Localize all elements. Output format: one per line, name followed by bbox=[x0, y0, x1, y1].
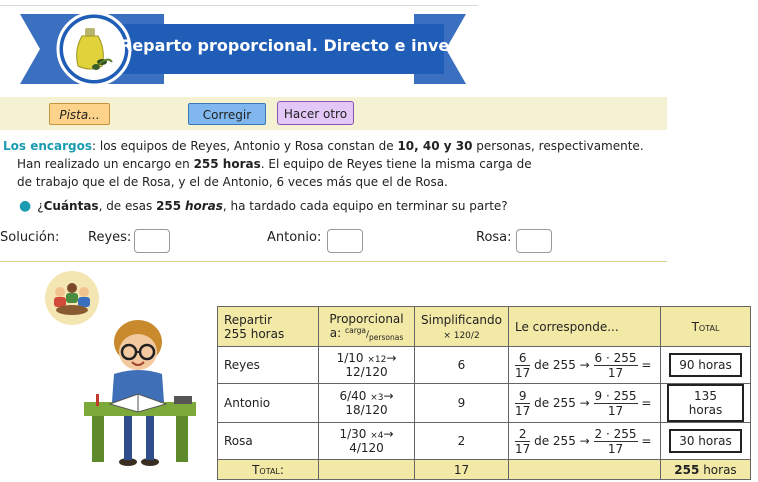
table-row: Antonio 6/40 ×3→ 18/120 9 $\frac{9}{17}$ de 255 → $\frac{9 \cdot 255}{17}$ = 135 horas bbox=[218, 384, 751, 423]
table-row: Reyes 1/10 ×12→ 12/120 6 $\frac{6}{17}$ de 255 → $\frac{6 \cdot 255}{17}$ = 90 horas bbox=[218, 347, 751, 384]
table-row: Rosa 1/30 ×4→ 4/120 2 $\frac{2}{17}$ de 255 → $\frac{2 \cdot 255}{17}$ = 30 horas bbox=[218, 423, 751, 460]
top-divider bbox=[0, 5, 478, 6]
total-row: Total: 17 255 horas bbox=[218, 460, 751, 480]
problem-statement: Los encargos: los equipos de Reyes, Antonio y Rosa constan de 10, 40 y 30 personas, respectivamente. Han realizado un encargo en 255 horas. El equipo de Reyes tiene la misma carga de de trabajo que el de Rosa, y el de Antonio, 6 veces más que el de Rosa. bbox=[3, 139, 644, 189]
header-le-corresponde: Le corresponde... bbox=[509, 307, 661, 347]
student-reading-illustration bbox=[82, 316, 202, 466]
distribution-table bbox=[217, 306, 751, 480]
header-total: Total bbox=[661, 307, 751, 347]
section-divider bbox=[0, 261, 667, 262]
result-box: 30 horas bbox=[669, 429, 742, 453]
new-problem-button[interactable]: Hacer otro bbox=[277, 101, 354, 125]
result-box: 90 horas bbox=[669, 353, 742, 377]
rosa-label: Rosa: bbox=[476, 230, 512, 245]
bullet-icon: ● bbox=[19, 198, 32, 214]
header-repartir: Repartir 255 horas bbox=[218, 307, 319, 347]
header-simplificando: Simplificando × 120/2 bbox=[415, 307, 509, 347]
antonio-label: Antonio: bbox=[267, 230, 322, 245]
row-name: Antonio bbox=[218, 384, 319, 423]
solution-label: Solución: bbox=[0, 230, 60, 245]
question: ● ¿Cuántas, de esas 255 horas, ha tardado cada equipo en terminar su parte? bbox=[19, 198, 508, 214]
row-name: Rosa bbox=[218, 423, 319, 460]
check-button[interactable]: Corregir bbox=[188, 103, 266, 125]
antonio-answer-input[interactable] bbox=[327, 229, 363, 253]
row-name: Reyes bbox=[218, 347, 319, 384]
result-box: 135 horas bbox=[667, 384, 744, 422]
problem-label: Los encargos bbox=[3, 139, 92, 153]
rosa-answer-input[interactable] bbox=[516, 229, 552, 253]
page-title: Reparto proporcional. Directo e inverso bbox=[120, 36, 478, 55]
hint-button[interactable]: Pista... bbox=[49, 103, 110, 125]
reyes-answer-input[interactable] bbox=[134, 229, 170, 253]
reyes-label: Reyes: bbox=[88, 230, 132, 245]
header-proporcional: Proporcional a: $^{carga}/_{personas}$ bbox=[319, 307, 415, 347]
